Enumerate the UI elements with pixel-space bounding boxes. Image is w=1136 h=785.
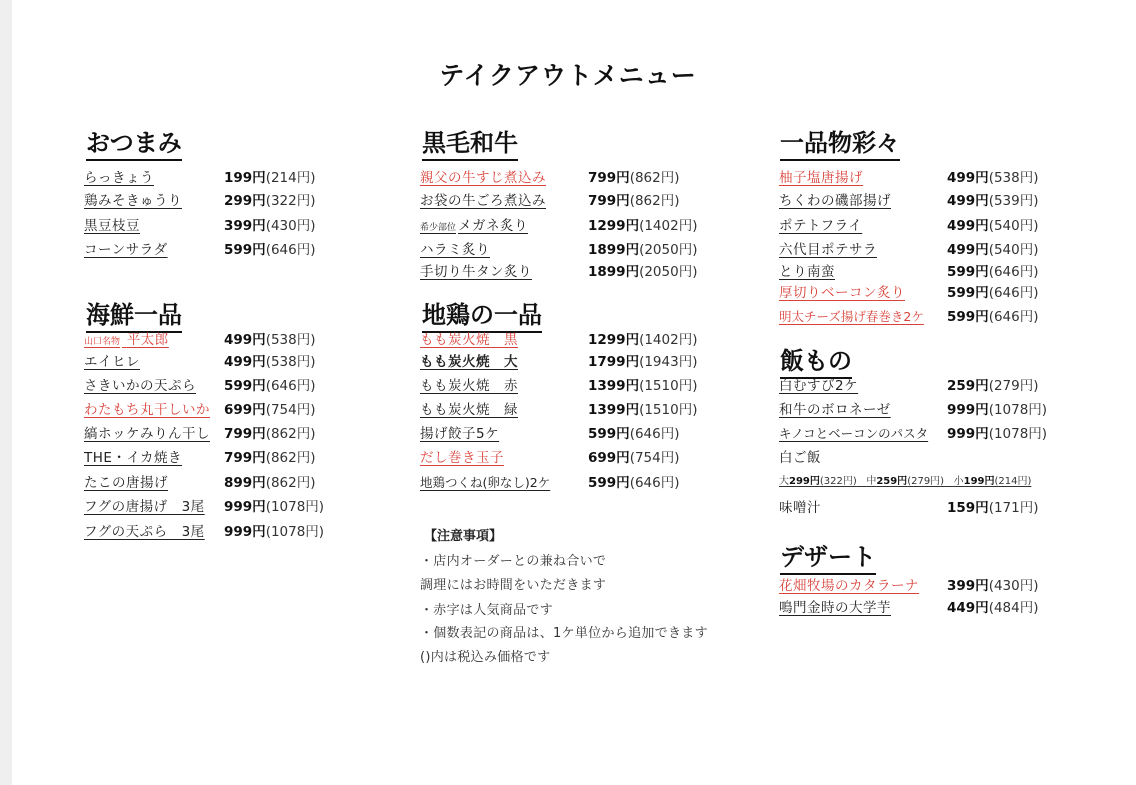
section-title-otsumami: おつまみ — [86, 128, 182, 161]
item-price: 299円(322円) — [224, 193, 316, 209]
item-name: コーンサラダ — [84, 242, 168, 258]
item-name: わたもち丸干しいか — [84, 402, 210, 418]
section-title-kaisen: 海鮮一品 — [86, 300, 182, 333]
item-name: お袋の牛ごろ煮込み — [420, 193, 546, 209]
item-name: もも炭火焼 赤 — [420, 378, 518, 394]
page-title: テイクアウトメニュー — [439, 61, 697, 90]
item-name: 六代目ポテサラ — [779, 242, 877, 258]
item-price: 599円(646円) — [224, 242, 316, 258]
note-line: ()内は税込み価格です — [420, 650, 551, 665]
item-name: フグの唐揚げ 3尾 — [84, 499, 205, 515]
item-prefix: 希少部位 — [420, 223, 457, 233]
item-price: 259円(279円) — [947, 378, 1039, 394]
item-price: 599円(646円) — [947, 309, 1039, 325]
item-name: THE・イカ焼き — [84, 450, 183, 466]
item-price: 799円(862円) — [224, 450, 316, 466]
section-title-dessert: デザート — [780, 542, 876, 575]
item-price: 1399円(1510円) — [588, 378, 698, 394]
item-name: さきいかの天ぷら — [84, 378, 196, 394]
item-price: 1799円(1943円) — [588, 354, 698, 370]
item-name: 黒豆枝豆 — [84, 218, 140, 234]
item-price: 599円(646円) — [588, 475, 680, 491]
page-left-margin — [0, 0, 12, 785]
item-name: もも炭火焼 緑 — [420, 402, 518, 418]
item-price: 599円(646円) — [224, 378, 316, 394]
item-name: 希少部位 メガネ炙り — [420, 218, 529, 234]
item-name: 味噌汁 — [779, 500, 821, 516]
section-title-kuroge: 黒毛和牛 — [422, 128, 518, 161]
item-price: 1299円(1402円) — [588, 218, 698, 234]
item-price: 799円(862円) — [588, 193, 680, 209]
item-price: 499円(540円) — [947, 218, 1039, 234]
item-price: 599円(646円) — [588, 426, 680, 442]
item-name: 手切り牛タン炙り — [420, 264, 532, 280]
section-title-jidori: 地鶏の一品 — [422, 300, 542, 333]
item-name: らっきょう — [84, 170, 154, 186]
item-price: 1899円(2050円) — [588, 264, 698, 280]
item-price: 699円(754円) — [588, 450, 680, 466]
item-price: 199円(214円) — [224, 170, 316, 186]
item-name: 山口名物 平太郎 — [84, 332, 169, 348]
item-price: 799円(862円) — [224, 426, 316, 442]
item-price: 399円(430円) — [947, 578, 1039, 594]
item-price: 699円(754円) — [224, 402, 316, 418]
item-name: ハラミ炙り — [420, 242, 490, 258]
item-name: もも炭火焼 大 — [420, 354, 518, 370]
note-line: ・赤字は人気商品です — [420, 603, 554, 618]
item-price: 599円(646円) — [947, 264, 1039, 280]
item-name: 鳴門金時の大学芋 — [779, 600, 891, 616]
item-price: 999円(1078円) — [947, 426, 1048, 442]
item-name: 縞ホッケみりん干し — [84, 426, 210, 442]
item-name: フグの天ぷら 3尾 — [84, 524, 205, 540]
item-price: 899円(862円) — [224, 475, 316, 491]
item-name: エイヒレ — [84, 354, 140, 370]
note-line: ・店内オーダーとの兼ね合いで — [420, 554, 607, 569]
item-name: だし巻き玉子 — [420, 450, 504, 466]
item-name: 親父の牛すじ煮込み — [420, 170, 546, 186]
item-price: 499円(540円) — [947, 242, 1039, 258]
item-name: ポテトフライ — [779, 218, 863, 234]
item-name: とり南蛮 — [779, 264, 835, 280]
item-price: 1299円(1402円) — [588, 332, 698, 348]
item-price: 1899円(2050円) — [588, 242, 698, 258]
item-name: 花畑牧場のカタラーナ — [779, 578, 919, 594]
item-price: 499円(538円) — [224, 332, 316, 348]
item-prefix: 山口名物 — [84, 337, 121, 347]
rice-size-prices: 大299円(322円) 中259円(279円) 小199円(214円) — [779, 476, 1032, 487]
item-price: 399円(430円) — [224, 218, 316, 234]
item-name: 柚子塩唐揚げ — [779, 170, 863, 186]
item-price: 799円(862円) — [588, 170, 680, 186]
item-name: 白ご飯 — [779, 450, 821, 466]
item-price: 499円(538円) — [224, 354, 316, 370]
item-price: 499円(538円) — [947, 170, 1039, 186]
item-name: 和牛のボロネーゼ — [779, 402, 891, 418]
item-name: 明太チーズ揚げ春巻き2ケ — [779, 309, 924, 324]
section-title-ippin: 一品物彩々 — [780, 128, 900, 161]
note-line: 調理にはお時間をいただきます — [420, 578, 607, 593]
item-name: 地鶏つくね(卵なし)2ケ — [420, 475, 551, 490]
item-name: たこの唐揚げ — [84, 475, 168, 491]
section-title-meshi: 飯もの — [780, 346, 852, 379]
note-line: ・個数表記の商品は、1ケ単位から追加できます — [420, 626, 708, 641]
item-price: 159円(171円) — [947, 500, 1039, 516]
item-price: 999円(1078円) — [224, 524, 325, 540]
item-name: 鶏みそきゅうり — [84, 193, 182, 209]
item-name: 白むすび2ケ — [779, 378, 859, 394]
item-name: ちくわの磯部揚げ — [779, 193, 891, 209]
item-price: 999円(1078円) — [224, 499, 325, 515]
item-price: 449円(484円) — [947, 600, 1039, 616]
item-price: 1399円(1510円) — [588, 402, 698, 418]
notes-heading: 【注意事項】 — [424, 529, 503, 544]
item-name: もも炭火焼 黒 — [420, 332, 518, 348]
item-name: 厚切りベーコン炙り — [779, 285, 905, 301]
item-name: 揚げ餃子5ケ — [420, 426, 500, 442]
item-name: キノコとベーコンのパスタ — [779, 426, 929, 441]
item-price: 499円(539円) — [947, 193, 1039, 209]
item-name: 999円(1078円) — [947, 402, 1048, 418]
item-price: 599円(646円) — [947, 285, 1039, 301]
